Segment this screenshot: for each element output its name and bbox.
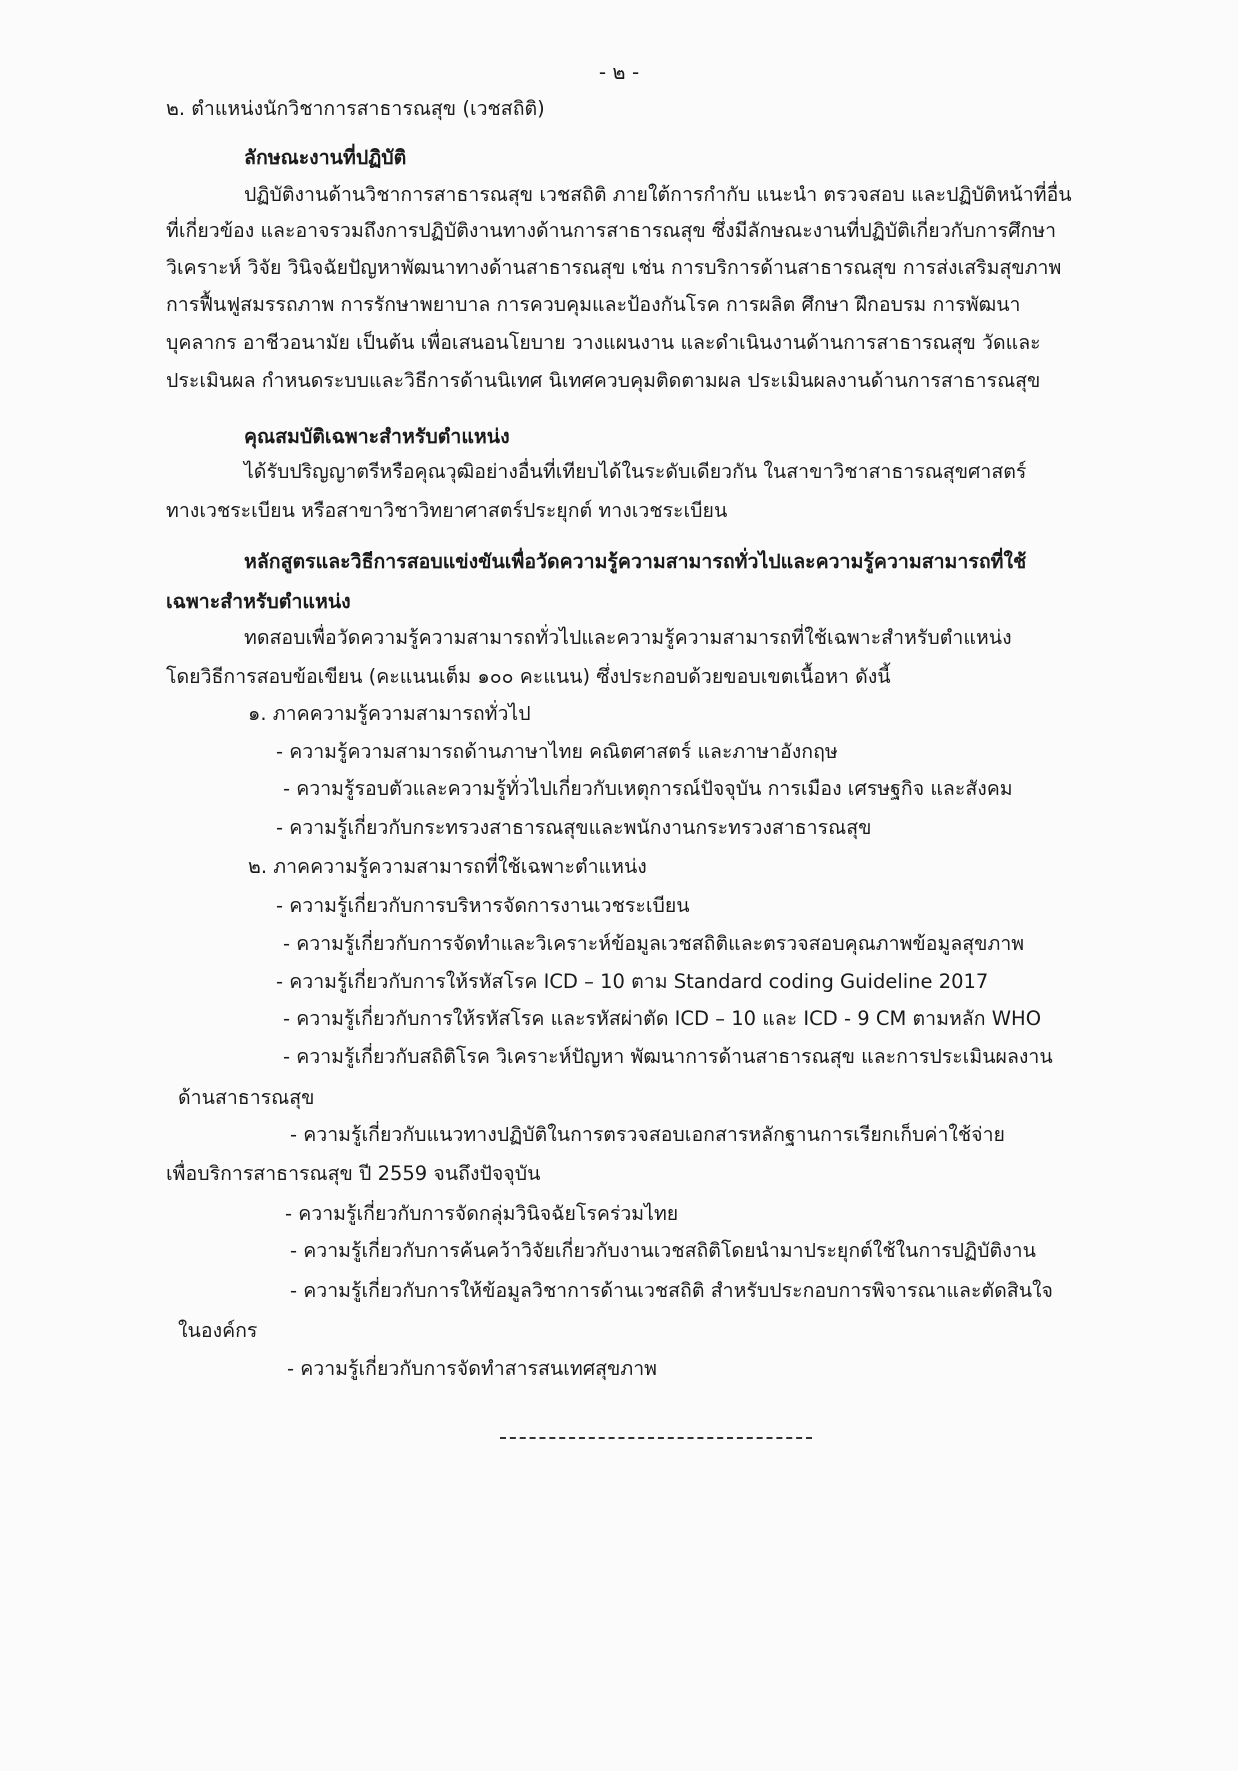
curriculum-heading: เฉพาะสำหรับตำแหน่ง xyxy=(166,590,351,613)
part1-title: ๑. ภาคความรู้ความสามารถทั่วไป xyxy=(248,702,531,725)
part2-item: - ความรู้เกี่ยวกับแนวทางปฏิบัติในการตรวจสอบเอกสารหลักฐานการเรียกเก็บค่าใช้จ่าย xyxy=(290,1123,1005,1146)
curriculum-heading: หลักสูตรและวิธีการสอบแข่งขันเพื่อวัดความรู้ความสามารถทั่วไปและความรู้ความสามารถที่ใช้ xyxy=(244,550,1027,573)
page-number: - ๒ - xyxy=(598,60,640,84)
curriculum-intro-line: โดยวิธีการสอบข้อเขียน (คะแนนเต็ม ๑๐๐ คะแนน) ซึ่งประกอบด้วยขอบเขตเนื้อหา ดังนี้ xyxy=(166,665,891,688)
part2-item: - ความรู้เกี่ยวกับการบริหารจัดการงานเวชระเบียน xyxy=(276,894,690,917)
job-characteristics-line: ปฏิบัติงานด้านวิชาการสาธารณสุข เวชสถิติ ภายใต้การกำกับ แนะนำ ตรวจสอบ และปฏิบัติหน้าที่อื่น xyxy=(244,183,1072,206)
job-characteristics-line: ที่เกี่ยวข้อง และอาจรวมถึงการปฏิบัติงานทางด้านการสาธารณสุข ซึ่งมีลักษณะงานที่ปฏิบัติเกี่ยวกับการศึกษา xyxy=(166,219,1057,242)
part1-item: - ความรู้เกี่ยวกับกระทรวงสาธารณสุขและพนักงานกระทรวงสาธารณสุข xyxy=(276,816,872,839)
part2-item-continuation: เพื่อบริการสาธารณสุข ปี 2559 จนถึงปัจจุบัน xyxy=(166,1162,541,1185)
part2-item: - ความรู้เกี่ยวกับสถิติโรค วิเคราะห์ปัญหา พัฒนาการด้านสาธารณสุข และการประเมินผลงาน xyxy=(283,1045,1053,1068)
job-characteristics-line: การฟื้นฟูสมรรถภาพ การรักษาพยาบาล การควบคุมและป้องกันโรค การผลิต ศึกษา ฝึกอบรม การพัฒนา xyxy=(166,293,1021,316)
job-characteristics-line: ประเมินผล กำหนดระบบและวิธีการด้านนิเทศ นิเทศควบคุมติดตามผล ประเมินผลงานด้านการสาธารณสุข xyxy=(166,369,1041,392)
part2-item: - ความรู้เกี่ยวกับการให้รหัสโรค ICD – 10 ตาม Standard coding Guideline 2017 xyxy=(276,970,989,993)
position-title: ๒. ตำแหน่งนักวิชาการสาธารณสุข (เวชสถิติ) xyxy=(166,97,545,120)
part2-title: ๒. ภาคความรู้ความสามารถที่ใช้เฉพาะตำแหน่ง xyxy=(248,855,647,878)
qualifications-heading: คุณสมบัติเฉพาะสำหรับตำแหน่ง xyxy=(244,425,510,448)
part1-item: - ความรู้รอบตัวและความรู้ทั่วไปเกี่ยวกับเหตุการณ์ปัจจุบัน การเมือง เศรษฐกิจ และสังคม xyxy=(283,777,1013,800)
job-characteristics-line: วิเคราะห์ วิจัย วินิจฉัยปัญหาพัฒนาทางด้านสาธารณสุข เช่น การบริการด้านสาธารณสุข การส่งเสริมสุขภาพ xyxy=(166,256,1062,279)
job-characteristics-heading: ลักษณะงานที่ปฏิบัติ xyxy=(244,146,407,169)
part2-item: - ความรู้เกี่ยวกับการให้ข้อมูลวิชาการด้านเวชสถิติ สำหรับประกอบการพิจารณาและตัดสินใจ xyxy=(290,1279,1053,1302)
part2-item: - ความรู้เกี่ยวกับการจัดกลุ่มวินิจฉัยโรคร่วมไทย xyxy=(285,1202,679,1225)
qualifications-line: ได้รับปริญญาตรีหรือคุณวุฒิอย่างอื่นที่เทียบได้ในระดับเดียวกัน ในสาขาวิชาสาธารณสุขศาสตร์ xyxy=(244,460,1027,483)
curriculum-intro-line: ทดสอบเพื่อวัดความรู้ความสามารถทั่วไปและความรู้ความสามารถที่ใช้เฉพาะสำหรับตำแหน่ง xyxy=(244,626,1012,649)
qualifications-line: ทางเวชระเบียน หรือสาขาวิชาวิทยาศาสตร์ประยุกต์ ทางเวชระเบียน xyxy=(166,499,728,522)
end-divider xyxy=(500,1437,812,1439)
job-characteristics-line: บุคลากร อาชีวอนามัย เป็นต้น เพื่อเสนอนโยบาย วางแผนงาน และดำเนินงานด้านการสาธารณสุข วัดและ xyxy=(166,331,1041,354)
part2-item: - ความรู้เกี่ยวกับการค้นคว้าวิจัยเกี่ยวกับงานเวชสถิติโดยนำมาประยุกต์ใช้ในการปฏิบัติงาน xyxy=(290,1239,1036,1262)
part2-item: - ความรู้เกี่ยวกับการจัดทำและวิเคราะห์ข้อมูลเวชสถิติและตรวจสอบคุณภาพข้อมูลสุขภาพ xyxy=(283,932,1025,955)
part1-item: - ความรู้ความสามารถด้านภาษาไทย คณิตศาสตร์ และภาษาอังกฤษ xyxy=(276,740,838,763)
part2-item-continuation: ด้านสาธารณสุข xyxy=(178,1086,315,1109)
part2-item-continuation: ในองค์กร xyxy=(178,1319,258,1342)
part2-item: - ความรู้เกี่ยวกับการจัดทำสารสนเทศสุขภาพ xyxy=(287,1357,658,1380)
part2-item: - ความรู้เกี่ยวกับการให้รหัสโรค และรหัสผ่าตัด ICD – 10 และ ICD - 9 CM ตามหลัก WHO xyxy=(283,1007,1042,1030)
